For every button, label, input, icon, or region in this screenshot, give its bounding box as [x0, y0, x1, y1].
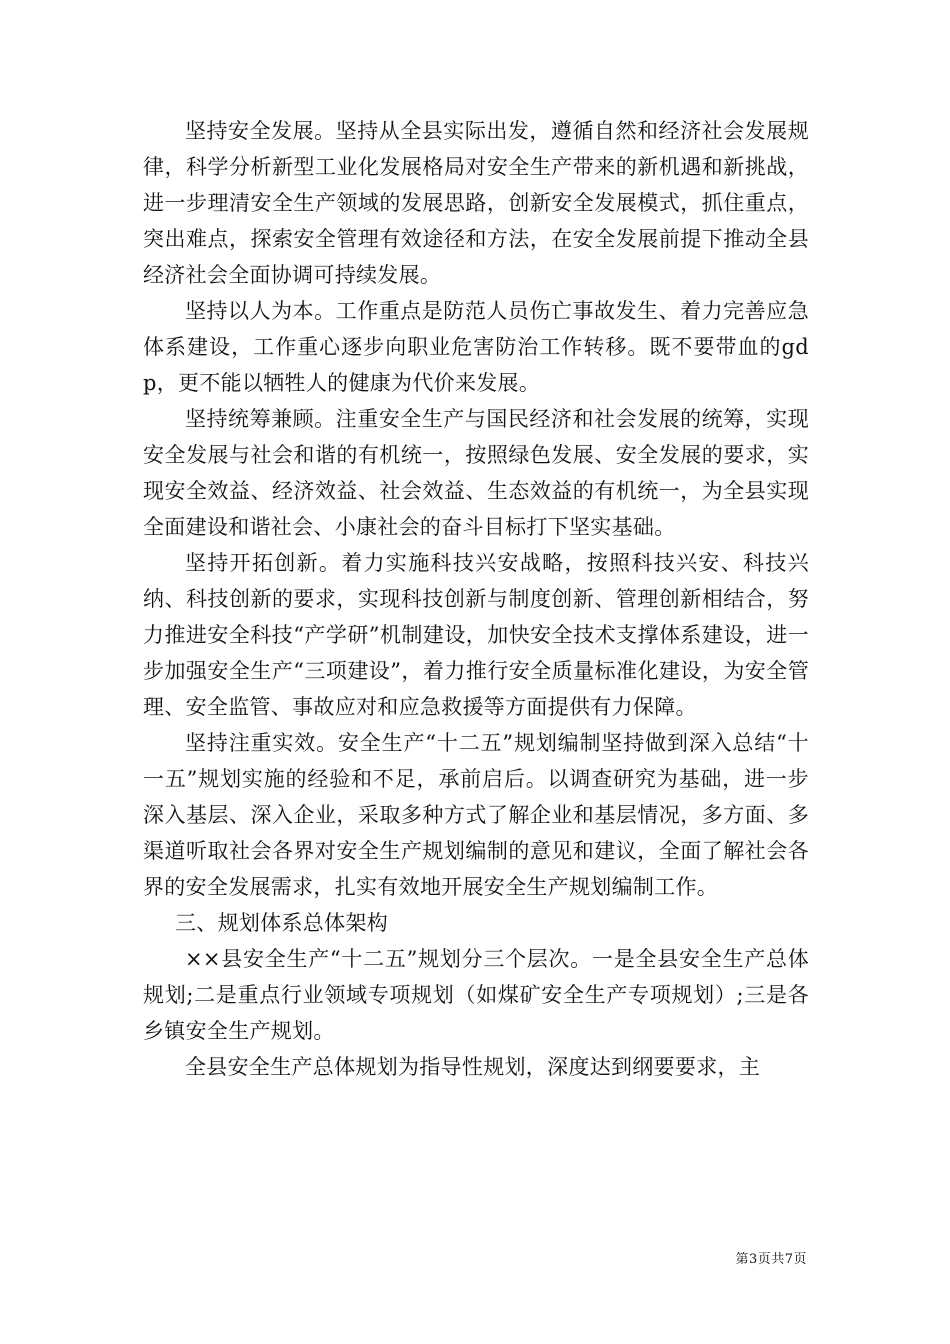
paragraph-planning-levels: ××县安全生产“十二五”规划分三个层次。一是全县安全生产总体规划;二是重点行业领域专项规划（如煤矿安全生产专项规划）;三是各乡镇安全生产规划。	[143, 947, 809, 1043]
paragraph-overall-planning: 坚持统筹兼顾。注重安全生产与国民经济和社会发展的统筹，实现安全发展与社会和谐的有机统一，按照绿色发展、安全发展的要求，实现安全效益、经济效益、社会效益、生态效益的有机统一，为全县实现全面建设和谐社会、小康社会的奋斗目标打下坚实基础。	[143, 407, 809, 539]
document-body	[143, 113, 809, 1085]
paragraph-people-oriented: 坚持以人为本。工作重点是防范人员伤亡事故发生、着力完善应急体系建设，工作重心逐步向职业危害防治工作转移。既不要带血的gdp，更不能以牺牲人的健康为代价来发展。	[143, 299, 809, 395]
paragraph-safe-development: 坚持安全发展。坚持从全县实际出发，遵循自然和经济社会发展规律，科学分析新型工业化发展格局对安全生产带来的新机遇和新挑战，进一步理清安全生产领域的发展思路，创新安全发展模式，抓住重点，突出难点，探索安全管理有效途径和方法，在安全发展前提下推动全县经济社会全面协调可持续发展。	[143, 119, 809, 287]
paragraph-innovation: 坚持开拓创新。着力实施科技兴安战略，按照科技兴安、科技兴纳、科技创新的要求，实现科技创新与制度创新、管理创新相结合，努力推进安全科技“产学研”机制建设，加快安全技术支撑体系建设，进一步加强安全生产“三项建设”，着力推行安全质量标准化建设，为安全管理、安全监管、事故应对和应急救援等方面提供有力保障。	[143, 551, 809, 719]
page-number: 第3页共7页	[735, 1252, 807, 1267]
section-heading-planning-system: 三、规划体系总体架构	[175, 911, 388, 935]
paragraph-practical-results: 坚持注重实效。安全生产“十二五”规划编制坚持做到深入总结“十一五”规划实施的经验和不足，承前启后。以调查研究为基础，进一步深入基层、深入企业，采取多种方式了解企业和基层情况，多方面、多渠道听取社会各界对安全生产规划编制的意见和建议，全面了解社会各界的安全发展需求，扎实有效地开展安全生产规划编制工作。	[143, 731, 809, 899]
paragraph-overall-plan: 全县安全生产总体规划为指导性规划，深度达到纲要要求，主	[185, 1055, 761, 1079]
